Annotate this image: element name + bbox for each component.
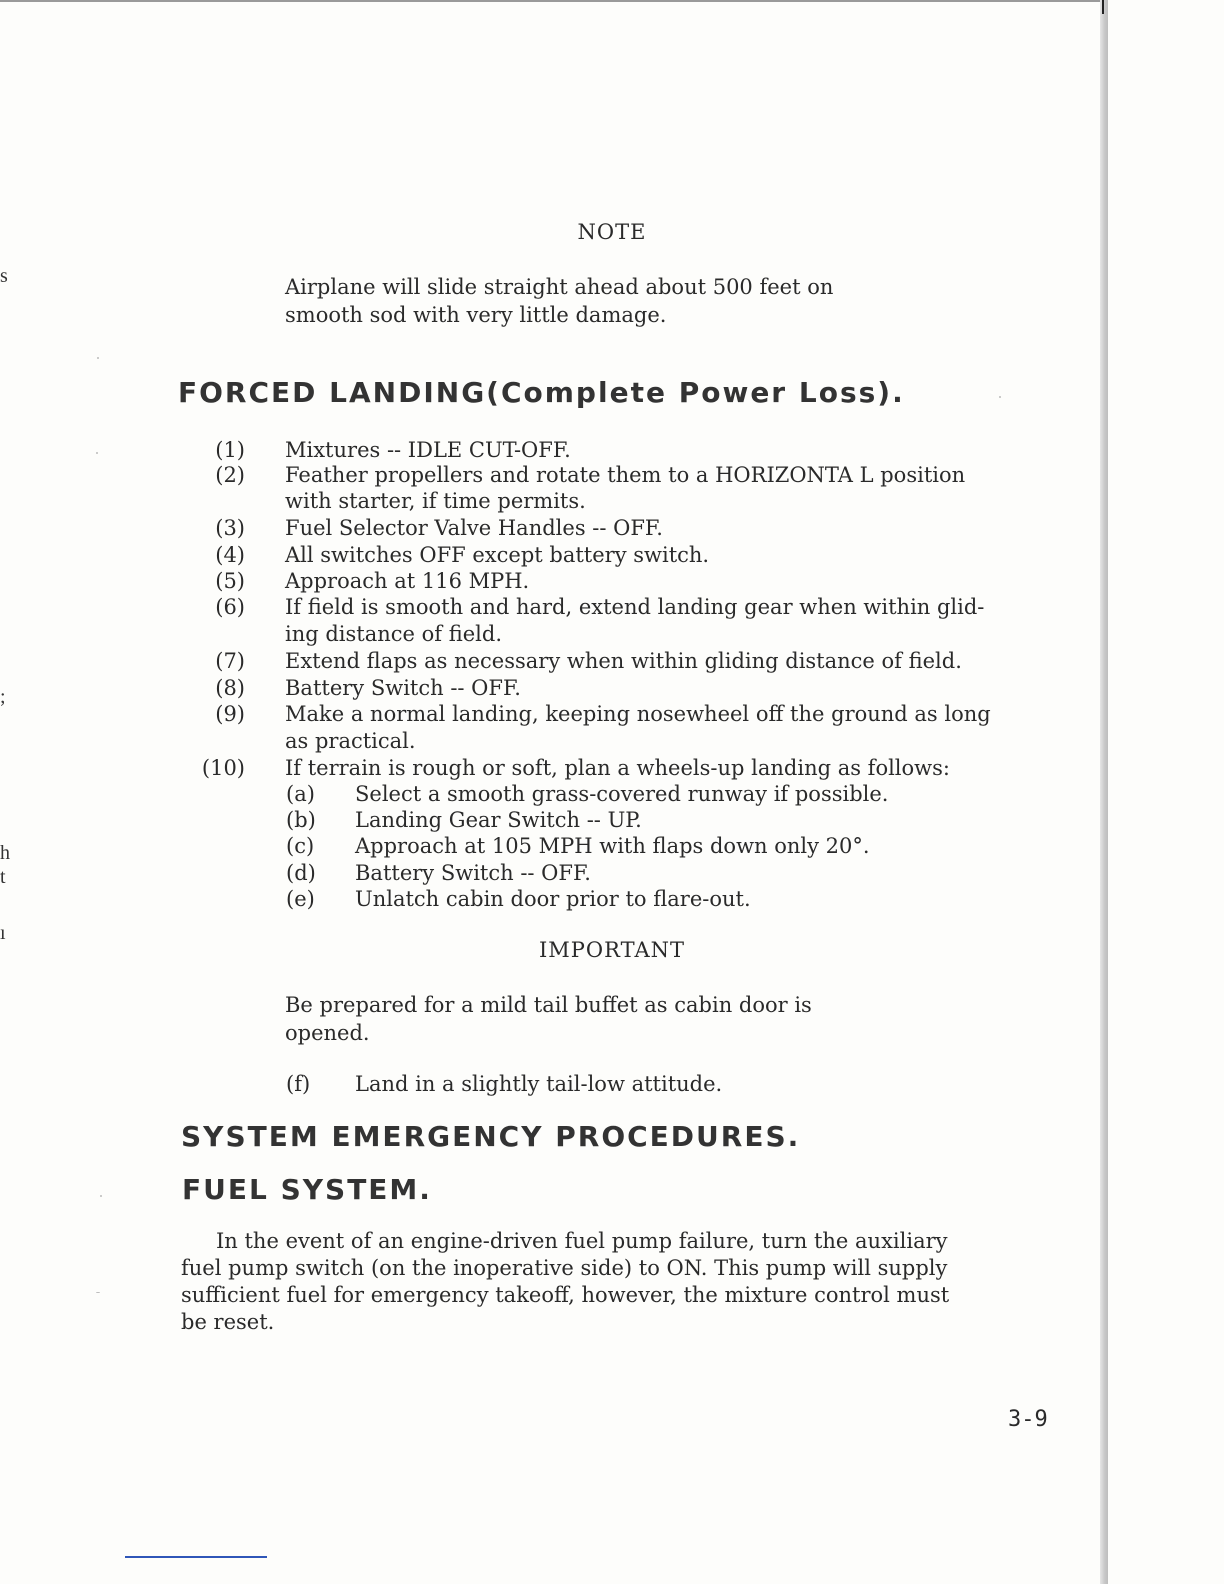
note-text xyxy=(285,273,833,329)
step-number: (9) xyxy=(215,702,245,726)
step-number: (2) xyxy=(215,463,245,487)
step-text: Approach at 116 MPH. xyxy=(285,569,530,593)
substep-letter: (d) xyxy=(286,861,316,885)
step-text: If terrain is rough or soft, plan a wheels-up landing as follows: xyxy=(285,756,950,780)
paragraph-line: In the event of an engine-driven fuel pump failure, turn the auxiliary xyxy=(216,1229,948,1253)
step-number: (7) xyxy=(215,649,245,673)
forced-landing-heading: FORCED LANDING(Complete Power Loss). xyxy=(178,376,905,409)
step-number: (4) xyxy=(215,543,245,567)
step-text: All switches OFF except battery switch. xyxy=(285,543,710,567)
margin-bleed-char: ; xyxy=(0,686,6,708)
margin-bleed-char: ı xyxy=(0,922,6,944)
paragraph-line: fuel pump switch (on the inoperative side) to ON. This pump will supply xyxy=(181,1256,948,1280)
step-text: Make a normal landing, keeping nosewheel off the ground as long xyxy=(285,702,991,726)
system-emergency-heading: SYSTEM EMERGENCY PROCEDURES. xyxy=(181,1120,801,1153)
note-label: NOTE xyxy=(577,220,647,244)
fuel-system-paragraph xyxy=(181,1228,1061,1336)
margin-bleed-char: s xyxy=(0,265,8,287)
step-text: Battery Switch -- OFF. xyxy=(285,676,521,700)
step-number: (10) xyxy=(201,756,245,780)
substep-letter: (f) xyxy=(286,1072,311,1096)
substep-text: Landing Gear Switch -- UP. xyxy=(355,808,642,832)
important-text xyxy=(285,991,812,1047)
step-number: (1) xyxy=(215,438,245,462)
paragraph-line: sufficient fuel for emergency takeoff, however, the mixture control must xyxy=(181,1283,950,1307)
step-number: (3) xyxy=(215,516,245,540)
substep-text: Unlatch cabin door prior to flare-out. xyxy=(355,887,751,911)
note-line: Airplane will slide straight ahead about 500 feet on xyxy=(285,275,834,299)
step-text: Extend flaps as necessary when within gliding distance of field. xyxy=(285,649,962,673)
step-number: (8) xyxy=(215,676,245,700)
step-text: with starter, if time permits. xyxy=(285,489,586,513)
step-text: If field is smooth and hard, extend landing gear when within glid- xyxy=(285,595,985,619)
substep-text: Land in a slightly tail-low attitude. xyxy=(355,1072,723,1096)
substep-letter: (e) xyxy=(286,887,315,911)
step-number: (5) xyxy=(215,569,245,593)
important-label: IMPORTANT xyxy=(539,938,685,962)
substep-text: Battery Switch -- OFF. xyxy=(355,861,591,885)
fuel-system-heading: FUEL SYSTEM. xyxy=(182,1173,432,1206)
step-text: Feather propellers and rotate them to a HORIZONTA L position xyxy=(285,463,966,487)
step-text: Fuel Selector Valve Handles -- OFF. xyxy=(285,516,663,540)
substep-letter: (c) xyxy=(286,834,315,858)
margin-bleed-char: h xyxy=(0,842,10,864)
important-line: opened. xyxy=(285,1021,370,1045)
substep-letter: (b) xyxy=(286,808,316,832)
step-text: as practical. xyxy=(285,729,416,753)
page-number: 3-9 xyxy=(1008,1407,1048,1432)
substep-letter: (a) xyxy=(286,782,315,806)
substep-text: Select a smooth grass-covered runway if possible. xyxy=(355,782,889,806)
note-line: smooth sod with very little damage. xyxy=(285,303,667,327)
margin-bleed-char: t xyxy=(0,866,6,888)
substep-text: Approach at 105 MPH with flaps down only 20°. xyxy=(355,834,870,858)
paragraph-line: be reset. xyxy=(181,1310,275,1334)
step-text: ing distance of field. xyxy=(285,622,503,646)
step-number: (6) xyxy=(215,595,245,619)
bottom-rule xyxy=(125,1556,267,1558)
important-line: Be prepared for a mild tail buffet as cabin door is xyxy=(285,993,812,1017)
page-top-edge xyxy=(0,0,1104,2)
step-text: Mixtures -- IDLE CUT-OFF. xyxy=(285,438,571,462)
